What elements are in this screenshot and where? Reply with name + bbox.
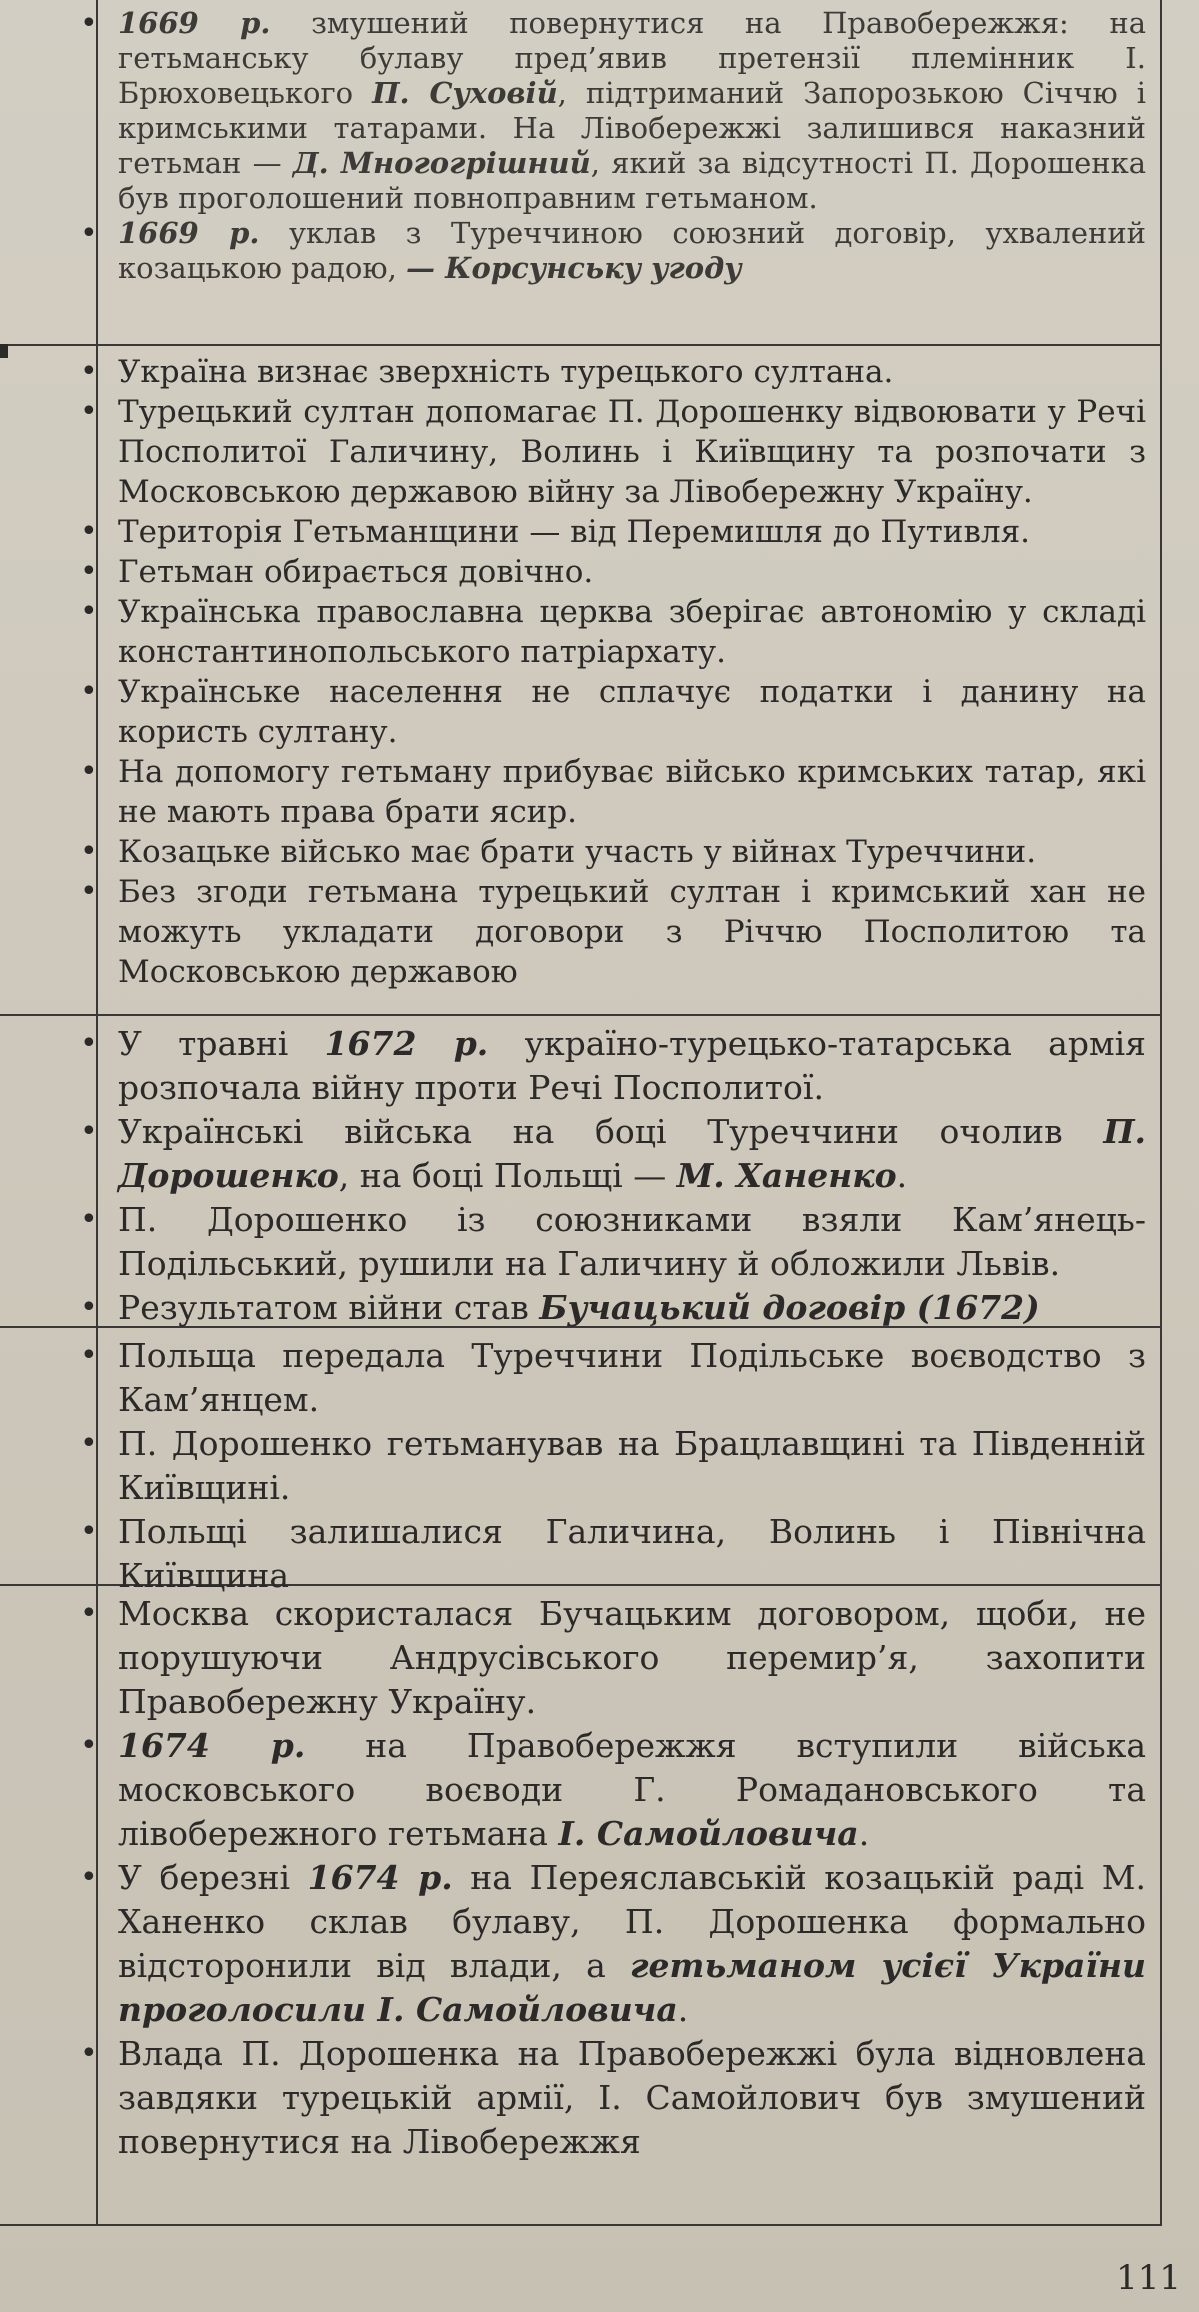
table-row [0, 1328, 1160, 1595]
list-item [118, 1856, 1146, 2032]
list-item [118, 1286, 1146, 1330]
table-row [0, 1016, 1160, 1328]
body-text: змушений повернутися на Правобережжя: на гетьманську булаву пред’явив претензії племінник І. Брюховецького [118, 6, 1147, 110]
bullet-list [0, 0, 1160, 294]
body-text: Польща передала Туреччини Подільське воєводство з Кам’янцем. [118, 1336, 1146, 1419]
emphasis-text: 1672 р. [324, 1024, 489, 1063]
body-text: на Правобережжя вступили війська московського воєводи Г. Ромадановського та лівобережного гетьмана [118, 1726, 1146, 1853]
list-item [118, 512, 1146, 552]
body-text: П. Дорошенко гетьманував на Брацлавщині та Південній Київщині. [118, 1424, 1146, 1507]
bullet-list [0, 1016, 1160, 1338]
body-text: П. Дорошенко із союзниками взяли Кам’янець-Подільський, рушили на Галичину й обложили Львів. [118, 1200, 1146, 1283]
body-text: Козацьке військо має брати участь у війнах Туреччини. [118, 834, 1037, 870]
emphasis-text: 1674 р. [118, 1726, 306, 1765]
body-text: Українські війська на боці Туреччини очолив [118, 1112, 1104, 1151]
list-item [118, 392, 1146, 512]
body-text: , підтриманий Запорозькою Січчю і кримськими татарами. На Лівобережжі залишився наказний гетьман — [118, 76, 1146, 180]
emphasis-text: П. Суховій [372, 76, 558, 110]
list-item [118, 1110, 1146, 1198]
body-text: Москва скористалася Бучацьким договором, щоби, не порушуючи Андрусівського перемир’я, захопити Правобережну Україну. [118, 1594, 1146, 1721]
body-text: Українська православна церква зберігає автономію у складі константинопольського патріархату. [118, 594, 1146, 670]
body-text: . [858, 1814, 870, 1853]
left-column-cell [0, 0, 98, 344]
list-item [118, 552, 1146, 592]
body-text: Турецький султан допомагає П. Дорошенку відвоювати у Речі Посполитої Галичину, Волинь і Київщину та розпочати з Московською державою війну за Лівобережну Україну. [118, 394, 1146, 510]
body-text: . [896, 1156, 908, 1195]
body-text: Польщі залишалися Галичина, Волинь і Північна Київщина [118, 1512, 1146, 1595]
list-item [118, 1422, 1146, 1510]
list-item [118, 1022, 1146, 1110]
body-text: , на боці Польщі — [338, 1156, 677, 1195]
body-text: У травні [118, 1024, 325, 1063]
body-text: Без згоди гетьмана турецький султан і кримський хан не можуть укладати договори з Річчю Посполитою та Московською державою [118, 874, 1146, 990]
left-column-cell [0, 1586, 98, 2224]
list-item [118, 6, 1146, 216]
body-text: Україна визнає зверхність турецького султана. [118, 354, 894, 390]
body-text: на Переяславській козацькій раді М. Ханенко склав булаву, П. Дорошенка формально відсторонили від влади, а [118, 1858, 1146, 1985]
bullet-list [0, 1328, 1160, 1606]
emphasis-text: 1669 р. [118, 6, 271, 40]
margin-mark [0, 344, 8, 358]
list-item [118, 352, 1146, 392]
list-item [118, 1510, 1146, 1598]
emphasis-text: Д. Многогрішний [292, 146, 591, 180]
table-row [0, 346, 1160, 1016]
emphasis-text: П. Дорошенко [118, 1112, 1146, 1195]
list-item [118, 672, 1146, 752]
list-item [118, 592, 1146, 672]
body-text: Територія Гетьманщини — від Перемишля до Путивля. [118, 514, 1031, 550]
list-item [118, 1198, 1146, 1286]
emphasis-text: І. Самойловича [558, 1814, 859, 1853]
body-text: Українське населення не сплачує податки і данину на користь султану. [118, 674, 1146, 750]
bullet-list [0, 1586, 1160, 2172]
table-row [0, 0, 1160, 346]
list-item [118, 832, 1146, 872]
list-item [118, 2032, 1146, 2164]
body-text: україно-турецько-татарська армія розпочала війну проти Речі Посполитої. [118, 1024, 1146, 1107]
page-number: 111 [1116, 2258, 1181, 2298]
list-item [118, 752, 1146, 832]
emphasis-text: гетьманом усієї України проголосили І. Самойловича [118, 1946, 1146, 2029]
bullet-list [0, 346, 1160, 1000]
list-item [118, 872, 1146, 992]
body-text: Гетьман обирається довічно. [118, 554, 594, 590]
body-text: , який за відсутності П. Дорошенка був проголошений повноправним гетьманом. [118, 146, 1146, 215]
emphasis-text: М. Ханенко [676, 1156, 897, 1195]
emphasis-text: Бучацький договір (1672) [539, 1288, 1040, 1327]
emphasis-text: 1669 р. [118, 216, 260, 250]
list-item [118, 216, 1146, 286]
body-text: Результатом війни став [118, 1288, 540, 1327]
list-item [118, 1592, 1146, 1724]
emphasis-text: — Корсунську угоду [406, 251, 742, 285]
list-item [118, 1334, 1146, 1422]
body-text: уклав з Туреччиною союзний договір, ухвалений козацькою радою, [118, 216, 1147, 285]
body-text: На допомогу гетьману прибуває військо кримських татар, які не мають права брати ясир. [118, 754, 1146, 830]
body-text: . [677, 1990, 689, 2029]
body-text: У березні [118, 1858, 308, 1897]
body-text: Влада П. Дорошенка на Правобережжі була відновлена завдяки турецькій армії, І. Самойлович був змушений повернутися на Лівобережжя [118, 2034, 1146, 2161]
list-item [118, 1724, 1146, 1856]
table-row [0, 1586, 1160, 2226]
emphasis-text: 1674 р. [307, 1858, 453, 1897]
